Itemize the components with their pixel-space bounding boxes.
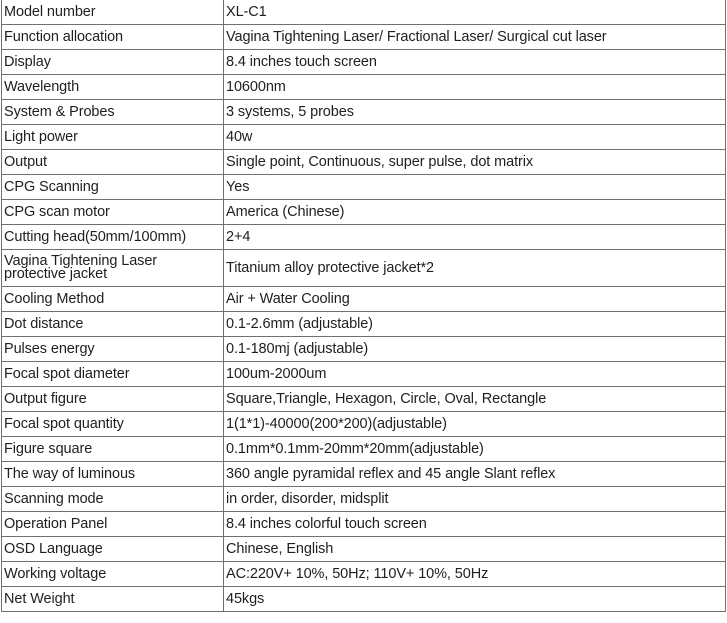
spec-row-output-figure xyxy=(2,387,726,412)
spec-row-system-probes xyxy=(2,100,726,125)
spec-value: 8.4 inches touch screen xyxy=(224,50,726,75)
spec-value: 0.1mm*0.1mm-20mm*20mm(adjustable) xyxy=(224,437,726,462)
spec-value: 45kgs xyxy=(224,587,726,612)
spec-label: Focal spot diameter xyxy=(2,362,224,387)
spec-label: Cooling Method xyxy=(2,287,224,312)
spec-value: 1(1*1)-40000(200*200)(adjustable) xyxy=(224,412,726,437)
spec-row-dot-distance xyxy=(2,312,726,337)
spec-value: 8.4 inches colorful touch screen xyxy=(224,512,726,537)
spec-row-pulses-energy xyxy=(2,337,726,362)
spec-value: Chinese, English xyxy=(224,537,726,562)
spec-value: AC:220V+ 10%, 50Hz; 110V+ 10%, 50Hz xyxy=(224,562,726,587)
spec-value: Air + Water Cooling xyxy=(224,287,726,312)
spec-value: 3 systems, 5 probes xyxy=(224,100,726,125)
spec-label: Display xyxy=(2,50,224,75)
spec-label: Scanning mode xyxy=(2,487,224,512)
spec-row-protective-jacket xyxy=(2,250,726,287)
spec-label: The way of luminous xyxy=(2,462,224,487)
spec-label: Output xyxy=(2,150,224,175)
spec-label: Light power xyxy=(2,125,224,150)
spec-row-display xyxy=(2,50,726,75)
spec-row-focal-spot-quantity xyxy=(2,412,726,437)
spec-label: Pulses energy xyxy=(2,337,224,362)
spec-row-cpg-scanning xyxy=(2,175,726,200)
spec-value: 100um-2000um xyxy=(224,362,726,387)
spec-label: Output figure xyxy=(2,387,224,412)
spec-label: CPG Scanning xyxy=(2,175,224,200)
spec-value: 360 angle pyramidal reflex and 45 angle Slant reflex xyxy=(224,462,726,487)
spec-row-function-allocation xyxy=(2,25,726,50)
spec-row-output xyxy=(2,150,726,175)
spec-label: Wavelength xyxy=(2,75,224,100)
spec-row-cooling-method xyxy=(2,287,726,312)
spec-value: 0.1-2.6mm (adjustable) xyxy=(224,312,726,337)
spec-label: Working voltage xyxy=(2,562,224,587)
spec-row-cutting-head xyxy=(2,225,726,250)
spec-label: CPG scan motor xyxy=(2,200,224,225)
spec-value: 0.1-180mj (adjustable) xyxy=(224,337,726,362)
spec-value: America (Chinese) xyxy=(224,200,726,225)
spec-label: System & Probes xyxy=(2,100,224,125)
spec-label: Dot distance xyxy=(2,312,224,337)
spec-label: Cutting head(50mm/100mm) xyxy=(2,225,224,250)
spec-row-wavelength xyxy=(2,75,726,100)
spec-label: Operation Panel xyxy=(2,512,224,537)
spec-row-scanning-mode xyxy=(2,487,726,512)
spec-row-focal-spot-diameter xyxy=(2,362,726,387)
spec-value: in order, disorder, midsplit xyxy=(224,487,726,512)
spec-row-light-power xyxy=(2,125,726,150)
spec-label: Figure square xyxy=(2,437,224,462)
spec-value: XL-C1 xyxy=(224,0,726,25)
spec-label: Vagina Tightening Laser protective jacket xyxy=(2,250,224,287)
spec-row-figure-square xyxy=(2,437,726,462)
spec-row-cpg-scan-motor xyxy=(2,200,726,225)
spec-value: Single point, Continuous, super pulse, dot matrix xyxy=(224,150,726,175)
spec-value: Titanium alloy protective jacket*2 xyxy=(224,250,726,287)
spec-value: Vagina Tightening Laser/ Fractional Laser/ Surgical cut laser xyxy=(224,25,726,50)
spec-row-osd-language xyxy=(2,537,726,562)
spec-value: 40w xyxy=(224,125,726,150)
spec-value: Square,Triangle, Hexagon, Circle, Oval, Rectangle xyxy=(224,387,726,412)
spec-label: Focal spot quantity xyxy=(2,412,224,437)
spec-label: OSD Language xyxy=(2,537,224,562)
spec-label: Net Weight xyxy=(2,587,224,612)
spec-value: 10600nm xyxy=(224,75,726,100)
spec-row-way-of-luminous xyxy=(2,462,726,487)
spec-row-model-number xyxy=(2,0,726,25)
spec-label: Function allocation xyxy=(2,25,224,50)
spec-value: Yes xyxy=(224,175,726,200)
spec-label: Model number xyxy=(2,0,224,25)
spec-row-working-voltage xyxy=(2,562,726,587)
spec-value: 2+4 xyxy=(224,225,726,250)
specification-table xyxy=(1,0,726,612)
spec-row-operation-panel xyxy=(2,512,726,537)
spec-row-net-weight xyxy=(2,587,726,612)
